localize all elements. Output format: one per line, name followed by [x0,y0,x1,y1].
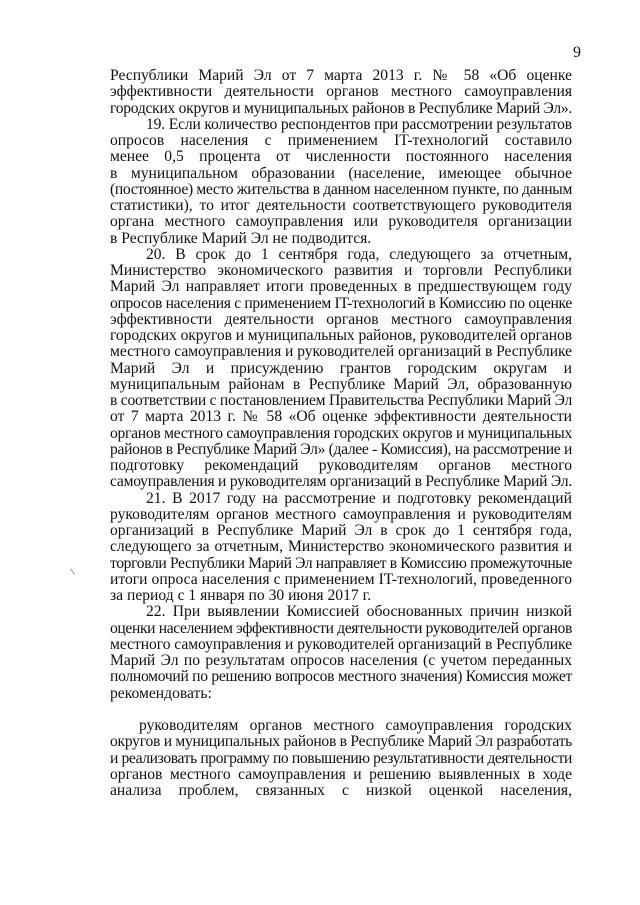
text-line: городских округов и муниципальных районов в Республике Марий Эл». [110,99,572,117]
text-line: следующего за отчетным, Министерство экономического развития и [110,538,572,556]
text-line: руководителям органов местного самоуправления и руководителям [110,505,572,523]
text-line: торговли Республики Марий Эл направляет в Комиссию промежуточные [110,554,572,572]
text-line: органов местного самоуправления и решению выявленных в ходе [110,765,572,783]
text-line: городских округов и муниципальных районов, руководителей органов [110,327,572,344]
text-line: (постоянное) место жительства в данном населенном пункте, по данным [110,180,572,198]
text-line: Республики Марий Эл от 7 марта 2013 г. № 58 «Об оценке [110,67,572,84]
text-line: статистики), то итог деятельности соответствующего руководителя [110,197,572,214]
text-line: итоги опроса населения с применением IT-технологий, проведенного [110,570,572,588]
text-line: органа местного самоуправления или руководителя организации [110,213,572,231]
text-line: анализа проблем, связанных с низкой оценкой населения, [110,782,572,799]
text-line: муниципальным районам в Республике Марий Эл, образованную [110,375,572,393]
text-line: самоуправления и руководителям организаций в Республике Марий Эл. [110,473,572,491]
text-line: органов местного самоуправления городских округов и муниципальных [110,424,572,442]
text-line: Марий Эл направляет итоги проведенных в предшествующем году [110,278,572,296]
text-line: 22. При выявлении Комиссией обоснованных причин низкой [146,603,572,621]
text-line: местного самоуправления и руководителей организаций в Республике [110,343,572,361]
text-line: в Республике Марий Эл не подводится. [110,229,372,247]
text-line: организаций в Республике Марий Эл в срок до 1 сентября года, [110,522,572,539]
scan-artifact-mark [70,568,75,574]
text-line: 19. Если количество респондентов при рассмотрении результатов [146,115,572,133]
text-line: опросов населения с применением IT-технологий составило [110,132,572,149]
blank-line [110,702,572,718]
text-line: от 7 марта 2013 г. № 58 «Об оценке эффективности деятельности [110,408,572,426]
text-line: районов в Республике Марий Эл» (далее - Комиссия), на рассмотрение и [110,440,572,458]
text-line: в соответствии с постановлением Правительства Республики Марий Эл [110,392,572,409]
text-line: руководителям органов местного самоуправления городских [139,717,572,734]
text-line: и реализовать программу по повышению результативности деятельности [110,749,572,767]
text-line: в муниципальном образовании (население, имеющее обычное [110,164,572,182]
text-line: опросов населения с применением IT-технологий в Комиссию по оценке [110,294,572,312]
text-line: 21. В 2017 году на рассмотрение и подготовку рекомендаций [146,489,572,507]
body-text [110,68,572,799]
text-line: подготовку рекомендаций руководителям органов местного [110,457,572,474]
text-line: 20. В срок до 1 сентября года, следующего за отчетным, [146,245,572,263]
text-line: рекомендовать: [110,684,212,702]
text-line: округов и муниципальных районов в Республике Марий Эл разработать [110,733,572,751]
text-line: менее 0,5 процента от численности постоянного населения [110,148,572,166]
text-line: оценки населением эффективности деятельности руководителей органов [110,619,572,637]
page-number: 9 [573,44,581,61]
text-line: Министерство экономического развития и торговли Республики [110,262,572,279]
text-line: полномочий по решению вопросов местного значения) Комиссия может [110,668,572,686]
text-line: за период с 1 января по 30 июня 2017 г. [110,587,372,604]
text-line: Марий Эл по результатам опросов населения (с учетом переданных [110,652,572,669]
text-line: эффективности деятельности органов местного самоуправления [110,310,572,328]
text-line: эффективности деятельности органов местного самоуправления [110,83,572,101]
text-line: местного самоуправления и руководителей организаций в Республике [110,635,572,653]
text-line: Марий Эл и присуждению грантов городским округам и [110,359,572,377]
